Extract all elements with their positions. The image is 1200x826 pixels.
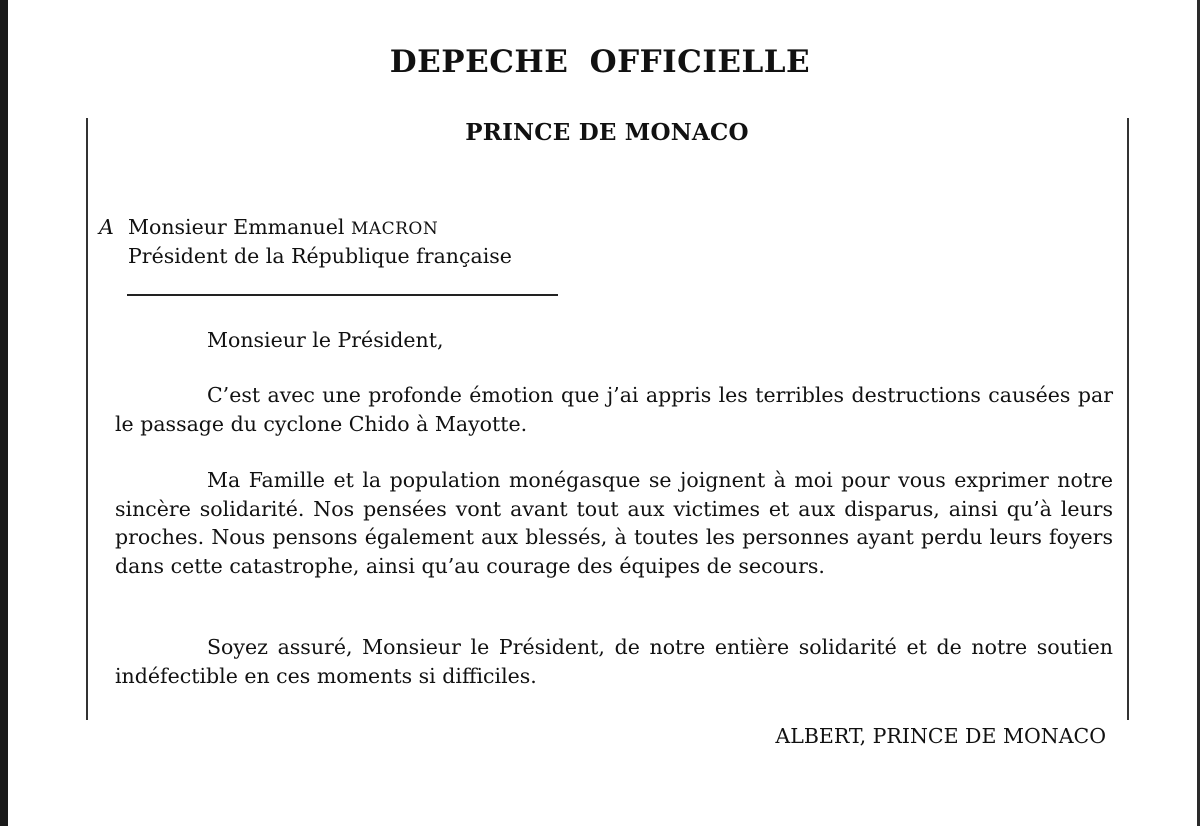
document-title: DEPECHE OFFICIELLE	[389, 44, 811, 80]
letter-paragraph-1: C’est avec une profonde émotion que j’ai appris les terribles destructions causées par le passage du cyclone Chido à Mayotte.	[115, 383, 1113, 436]
letter-paragraph-2: Ma Famille et la population monégasque se joignent à moi pour vous exprimer notre sincère solidarité. Nos pensées vont avant tout aux victimes et aux disparus, ainsi qu’à leurs proches. Nous pensons également aux blessés, à toutes les personnes ayant perdu leurs foyers dans cette catastrophe, ainsi qu’au courage des équipes de secours.	[115, 468, 1113, 578]
signature: ALBERT, PRINCE DE MONACO	[775, 724, 1106, 748]
letter-paragraph-3: Soyez assuré, Monsieur le Président, de notre entière solidarité et de notre soutien indéfectible en ces moments si difficiles.	[115, 635, 1113, 688]
frame-rule-left	[86, 118, 88, 720]
salutation: Monsieur le Président,	[207, 328, 444, 352]
addressee-title: Président de la République française	[128, 244, 512, 268]
addressee-last-name: MACRON	[350, 219, 439, 239]
addressee-first-name: Monsieur Emmanuel	[128, 215, 351, 239]
frame-rule-right	[1127, 118, 1129, 720]
addressee-prefix: A	[99, 215, 114, 239]
addressee-name	[128, 213, 438, 243]
document-subtitle: PRINCE DE MONACO	[465, 119, 749, 146]
address-separator	[127, 294, 558, 296]
